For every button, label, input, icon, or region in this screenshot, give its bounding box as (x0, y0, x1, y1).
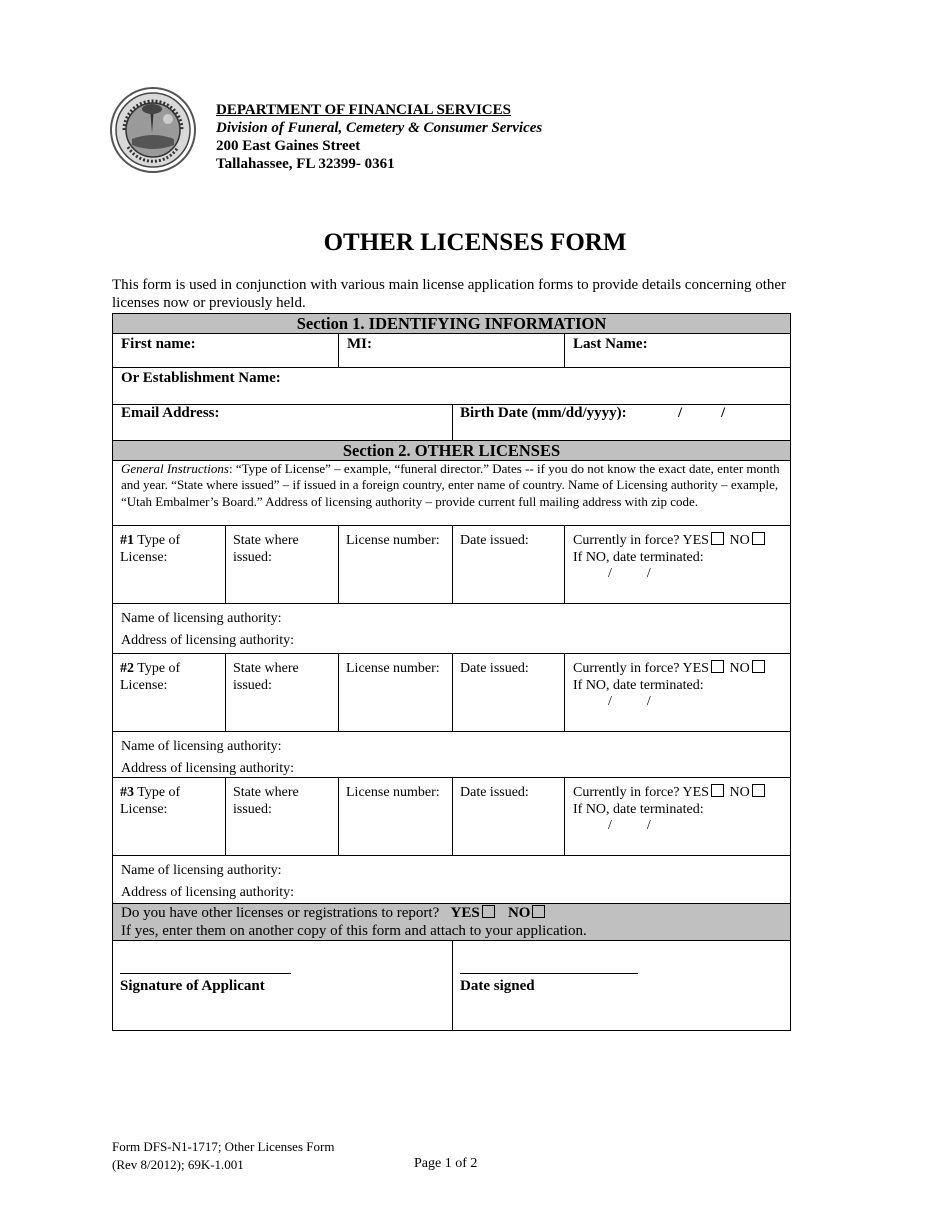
license-3-date-issued-field[interactable] (452, 777, 565, 856)
page-number: Page 1 of 2 (414, 1156, 478, 1171)
license-1-in-force-field (564, 525, 791, 604)
applicant-signature-field[interactable] (112, 940, 453, 1031)
license-1-date-issued-field[interactable] (452, 525, 565, 604)
form-id: Form DFS-N1-1717; Other Licenses Form (112, 1139, 335, 1154)
license-3-number-label: #3 (120, 785, 134, 800)
other-licenses-question: Do you have other licenses or registrations to report? (121, 905, 440, 921)
other-licenses-note: If yes, enter them on another copy of this form and attach to your application. (121, 923, 587, 939)
license-2-date-issued-label: Date issued: (460, 661, 529, 676)
license-3-no-label: NO (729, 785, 750, 800)
license-1-license-number-field[interactable] (338, 525, 453, 604)
license-2-date-issued-field[interactable] (452, 653, 565, 732)
license-1-authority-field[interactable] (112, 603, 791, 654)
license-1-no-label: NO (729, 533, 750, 548)
birth-date-slash-2: / (721, 405, 726, 421)
license-1-state-label-2: issued: (233, 550, 272, 565)
establishment-name-field[interactable] (112, 367, 791, 405)
date-signed-field[interactable] (452, 940, 791, 1031)
mi-label: MI: (347, 336, 372, 352)
other-yes-label: YES (450, 905, 480, 921)
license-2-in-force-field (564, 653, 791, 732)
instructions-label: General Instructions (121, 461, 229, 476)
license-2-type-label-2: License: (120, 678, 168, 693)
license-3-type-field[interactable] (112, 777, 226, 856)
last-name-field[interactable] (564, 333, 791, 368)
license-2-type-label: Type of (134, 661, 181, 676)
license-2-authority-field[interactable] (112, 731, 791, 778)
license-1-license-number-label: License number: (346, 533, 440, 548)
city-address: Tallahassee, FL 32399- 0361 (216, 156, 395, 172)
date-signed-line (460, 973, 638, 974)
license-2-license-number-label: License number: (346, 661, 440, 676)
license-3-address-label: Address of licensing authority: (121, 885, 295, 900)
license-2-state-field[interactable] (225, 653, 339, 732)
license-2-in-force-label: Currently in force? YES (573, 661, 709, 676)
license-2-no-checkbox[interactable] (752, 660, 765, 673)
license-2-no-label: NO (729, 661, 750, 676)
date-signed-label: Date signed (460, 978, 535, 994)
license-1-number-label: #1 (120, 533, 134, 548)
license-3-type-label: Type of (134, 785, 181, 800)
license-3-state-label: State where (233, 785, 299, 800)
mi-field[interactable] (338, 333, 565, 368)
license-3-in-force-label: Currently in force? YES (573, 785, 709, 800)
division-name: Division of Funeral, Cemetery & Consumer Services (216, 120, 543, 136)
license-3-authority-label: Name of licensing authority: (121, 863, 282, 878)
license-1-no-checkbox[interactable] (752, 532, 765, 545)
license-3-state-label-2: issued: (233, 802, 272, 817)
license-1-type-label-2: License: (120, 550, 168, 565)
section2-title: Section 2. OTHER LICENSES (342, 441, 561, 460)
license-3-in-force-field (564, 777, 791, 856)
license-3-yes-checkbox[interactable] (711, 784, 724, 797)
section1-title: Section 1. IDENTIFYING INFORMATION (296, 314, 607, 333)
department-address-block (216, 101, 542, 173)
license-2-number-label: #2 (120, 661, 134, 676)
section2-header (112, 440, 791, 461)
license-3-license-number-label: License number: (346, 785, 440, 800)
license-1-address-label: Address of licensing authority: (121, 633, 295, 648)
license-3-terminated-date-slashes[interactable]: / / (608, 818, 651, 833)
license-1-in-force-label: Currently in force? YES (573, 533, 709, 548)
email-field[interactable] (112, 404, 453, 441)
first-name-field[interactable] (112, 333, 339, 368)
license-1-yes-checkbox[interactable] (711, 532, 724, 545)
license-1-terminated-date-slashes[interactable]: / / (608, 566, 651, 581)
state-seal (110, 87, 196, 173)
other-no-checkbox[interactable] (532, 905, 545, 918)
license-1-type-label: Type of (134, 533, 181, 548)
license-3-no-checkbox[interactable] (752, 784, 765, 797)
license-3-authority-field[interactable] (112, 855, 791, 904)
license-1-state-field[interactable] (225, 525, 339, 604)
other-yes-checkbox[interactable] (482, 905, 495, 918)
license-2-terminated-date-slashes[interactable]: / / (608, 694, 651, 709)
license-2-yes-checkbox[interactable] (711, 660, 724, 673)
license-3-date-issued-label: Date issued: (460, 785, 529, 800)
general-instructions (112, 460, 791, 526)
birth-date-field[interactable] (452, 404, 791, 441)
license-3-license-number-field[interactable] (338, 777, 453, 856)
instructions-text: : “Type of License” – example, “funeral director.” Dates -- if you do not know the exact date, enter month and year. “State where issued” – if issued in a foreign country, enter name of country. Name of Licensing authority – example, “Utah Embalmer’s Board.” Address of licensing authority – provide current full mailing address with zip code. (121, 461, 780, 509)
signature-label: Signature of Applicant (120, 978, 265, 994)
license-2-state-label-2: issued: (233, 678, 272, 693)
email-label: Email Address: (121, 405, 220, 421)
license-2-authority-label: Name of licensing authority: (121, 739, 282, 754)
first-name-label: First name: (121, 336, 196, 352)
license-3-type-label-2: License: (120, 802, 168, 817)
intro-text: This form is used in conjunction with various main license application forms to provide details concerning other licenses now or previously held. (112, 277, 787, 311)
section1-header (112, 313, 791, 334)
license-1-authority-label: Name of licensing authority: (121, 611, 282, 626)
form-footer-id (112, 1138, 334, 1174)
license-1-type-field[interactable] (112, 525, 226, 604)
signature-line (120, 973, 291, 974)
birth-date-label: Birth Date (mm/dd/yyyy): (460, 405, 627, 421)
establishment-name-label: Or Establishment Name: (121, 370, 281, 386)
license-1-terminated-label: If NO, date terminated: (573, 550, 704, 565)
other-no-label: NO (507, 905, 531, 921)
license-2-state-label: State where (233, 661, 299, 676)
other-licenses-question-row (112, 903, 791, 941)
birth-date-slash-1: / (678, 405, 683, 421)
license-3-terminated-label: If NO, date terminated: (573, 802, 704, 817)
license-1-date-issued-label: Date issued: (460, 533, 529, 548)
department-name: DEPARTMENT OF FINANCIAL SERVICES (216, 102, 511, 118)
license-3-state-field[interactable] (225, 777, 339, 856)
license-2-license-number-field[interactable] (338, 653, 453, 732)
license-2-type-field[interactable] (112, 653, 226, 732)
form-title: OTHER LICENSES FORM (323, 229, 627, 256)
form-revision: (Rev 8/2012); 69K-1.001 (112, 1157, 244, 1172)
license-2-address-label: Address of licensing authority: (121, 761, 295, 776)
last-name-label: Last Name: (573, 336, 648, 352)
street-address: 200 East Gaines Street (216, 138, 361, 154)
license-2-terminated-label: If NO, date terminated: (573, 678, 704, 693)
license-1-state-label: State where (233, 533, 299, 548)
